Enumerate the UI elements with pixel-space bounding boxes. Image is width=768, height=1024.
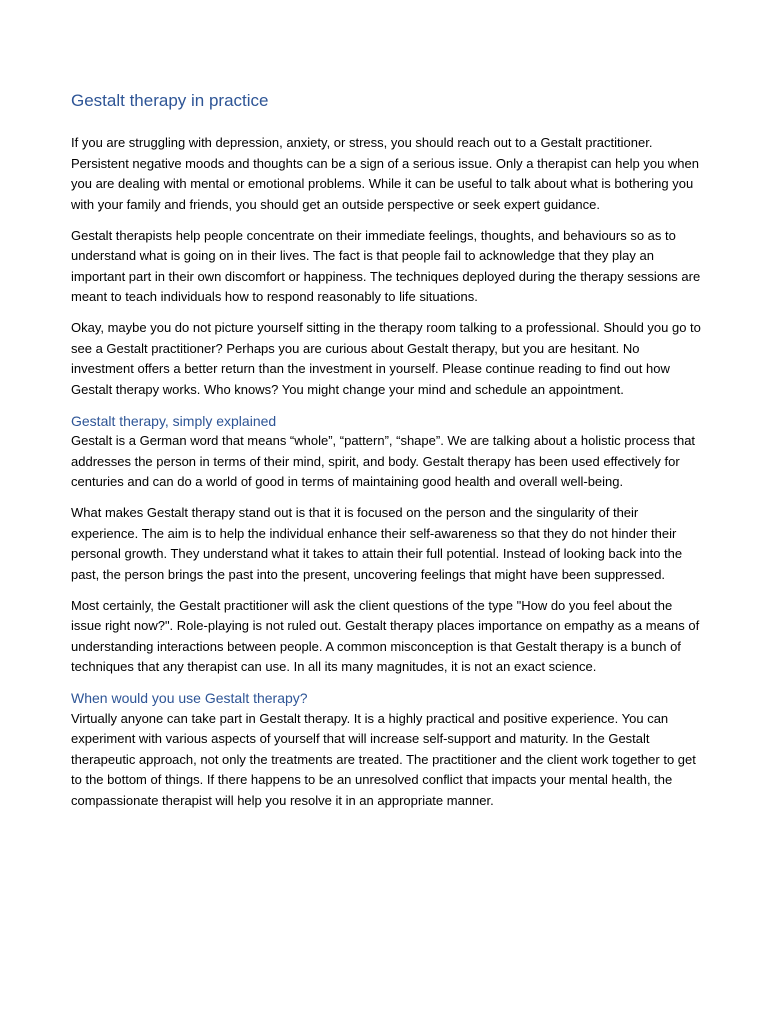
section1-paragraph-3: Most certainly, the Gestalt practitioner will ask the client questions of the type "How do you feel about the issue right now?". Role-playing is not ruled out. Gestalt therapy places importance on empathy as a means of understanding interactions between people. A common misconception is that Gestalt therapy is a bunch of techniques that any therapist can use. In all its many magnitudes, it is not an exact science. — [71, 597, 700, 674]
section1-paragraph-2: What makes Gestalt therapy stand out is that it is focused on the person and the singularity of their experience. The aim is to help the individual enhance their self-awareness so that they do not hinder their personal growth. They understand what it takes to attain their full potential. Instead of looking back into the past, the person brings the past into the present, uncovering feelings that might have been suppressed. — [71, 505, 683, 582]
intro-paragraph-1: If you are struggling with depression, anxiety, or stress, you should reach out to a Gestalt practitioner. Persistent negative moods and thoughts can be a sign of a serious issue. Only a therapist can help you when you are dealing with mental or emotional problems. While it can be useful to talk about what is bothering you with your family and friends, you should get an outside perspective or seek expert guidance. — [71, 135, 699, 212]
document-page — [71, 88, 701, 822]
document-title: Gestalt therapy in practice — [71, 91, 269, 110]
section-heading-simply-explained: Gestalt therapy, simply explained — [71, 412, 277, 429]
intro-paragraph-2: Gestalt therapists help people concentrate on their immediate feelings, thoughts, and behaviours so as to understand what is going on in their lives. The fact is that people fail to acknowledge that they play an important part in their own discomfort or happiness. The techniques deployed during the therapy sessions are meant to teach individuals how to respond reasonably to life situations. — [71, 227, 701, 304]
section2-paragraph-1: Virtually anyone can take part in Gestalt therapy. It is a highly practical and positive experience. You can experiment with various aspects of yourself that will increase self-support and maturity. In the Gestalt therapeutic approach, not only the treatments are treated. The practitioner and the client work together to get to the bottom of things. If there happens to be an unresolved conflict that impacts your mental health, the compassionate therapist will help you resolve it in an appropriate manner. — [71, 710, 696, 808]
section1-paragraph-1: Gestalt is a German word that means “whole”, “pattern”, “shape”. We are talking about a holistic process that addresses the person in terms of their mind, spirit, and body. Gestalt therapy has been used effectively for centuries and can do a world of good in terms of maintaining good health and overall well-being. — [71, 433, 696, 489]
intro-paragraph-3: Okay, maybe you do not picture yourself sitting in the therapy room talking to a professional. Should you go to see a Gestalt practitioner? Perhaps you are curious about Gestalt therapy, but you are hesitant. No investment offers a better return than the investment in yourself. Please continue reading to find out how Gestalt therapy works. Who knows? You might change your mind and schedule an appointment. — [71, 320, 701, 397]
section-heading-when-to-use: When would you use Gestalt therapy? — [71, 690, 308, 706]
